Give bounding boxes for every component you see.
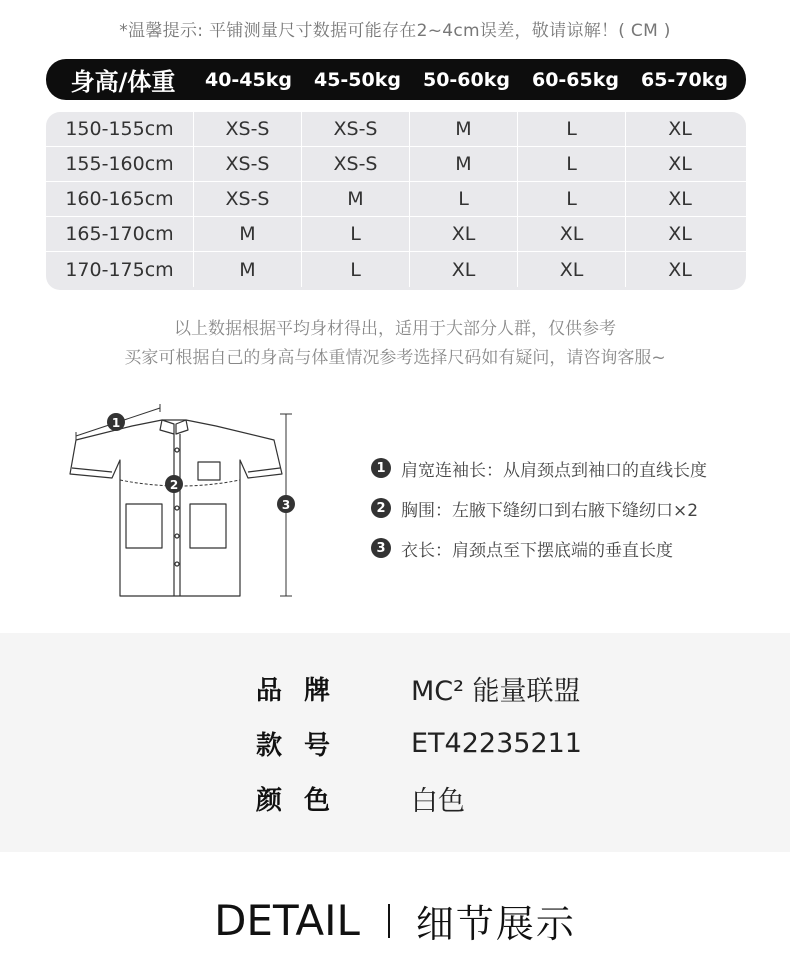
height-cell: 150-155cm [46, 112, 194, 146]
number-badge: 3 [371, 538, 391, 558]
list-item [371, 528, 707, 568]
size-cell: XS-S [194, 147, 302, 181]
height-cell: 160-165cm [46, 182, 194, 216]
size-cell: M [302, 182, 410, 216]
size-cell: XL [668, 118, 692, 140]
size-cell: XL [410, 252, 518, 287]
garment-diagram [62, 400, 312, 605]
detail-title-en: DETAIL [214, 896, 360, 945]
height-cell: 155-160cm [46, 147, 194, 181]
table-row [46, 147, 746, 182]
size-cell: XS-S [302, 112, 410, 146]
size-cell: XL [668, 188, 692, 210]
size-cell: XL [668, 258, 692, 281]
size-cell: XL [518, 252, 626, 287]
header-weight-3: 50-60kg [422, 68, 510, 91]
style-value: ET42235211 [411, 727, 582, 759]
info-row-brand [256, 668, 581, 708]
svg-text:2: 2 [169, 478, 179, 492]
coat-collar [160, 420, 188, 434]
table-row [46, 217, 746, 252]
size-cell: M [410, 112, 518, 146]
size-cell: XL [668, 153, 692, 175]
table-row [46, 182, 746, 217]
size-table-header [46, 59, 746, 100]
detail-divider [388, 904, 390, 938]
color-value: 白色 [411, 785, 465, 817]
size-cell: L [518, 112, 626, 146]
size-table [46, 112, 746, 290]
style-label: 款号 [256, 730, 353, 761]
size-cell: L [518, 182, 626, 216]
height-cell: 170-175cm [46, 252, 194, 287]
color-label: 颜色 [256, 785, 353, 816]
number-badge: 1 [371, 458, 391, 478]
size-cell: XS-S [194, 112, 302, 146]
size-note-2: 买家可根据自己的身高与体重情况参考选择尺码如有疑问，请咨询客服~ [124, 348, 666, 368]
header-weight-1: 40-45kg [204, 68, 292, 91]
measurement-notice: *温馨提示: 平铺测量尺寸数据可能存在2~4cm误差，敬请谅解！( CM ) [119, 21, 671, 41]
size-cell: M [194, 252, 302, 287]
size-cell: M [194, 217, 302, 251]
product-info [0, 633, 790, 852]
size-cell: XS-S [194, 182, 302, 216]
measurement-text: 衣长：肩颈点至下摆底端的垂直长度 [401, 540, 673, 561]
size-cell: XL [518, 217, 626, 251]
header-height-weight: 身高/体重 [70, 68, 176, 96]
header-weight-4: 60-65kg [531, 68, 619, 91]
measurement-text: 肩宽连袖长：从肩颈点到袖口的直线长度 [401, 460, 707, 481]
svg-text:1: 1 [111, 416, 121, 430]
size-note-1: 以上数据根据平均身材得出，适用于大部分人群，仅供参考 [174, 319, 616, 339]
size-cell: L [302, 217, 410, 251]
header-weight-5: 65-70kg [640, 68, 728, 91]
detail-title-cn: 细节展示 [415, 902, 576, 946]
list-item [371, 488, 707, 528]
number-badge: 2 [371, 498, 391, 518]
size-cell: L [302, 252, 410, 287]
measurement-text: 胸围：左腋下缝纫口到右腋下缝纫口×2 [401, 500, 699, 521]
table-row [46, 252, 746, 287]
size-cell: M [410, 147, 518, 181]
size-cell: XL [668, 223, 692, 245]
size-cell: L [410, 182, 518, 216]
measurement-legend [371, 448, 707, 568]
brand-value: MC² 能量联盟 [411, 675, 581, 707]
size-cell: XL [410, 217, 518, 251]
svg-text:3: 3 [281, 498, 291, 512]
height-cell: 165-170cm [46, 217, 194, 251]
info-row-color [256, 778, 465, 818]
coat-outline [70, 420, 282, 596]
table-row [46, 112, 746, 147]
size-cell: L [518, 147, 626, 181]
header-weight-2: 45-50kg [313, 68, 401, 91]
brand-label: 品牌 [256, 675, 353, 706]
size-cell: XS-S [302, 147, 410, 181]
detail-heading [0, 893, 790, 948]
info-row-style [256, 723, 582, 763]
list-item [371, 448, 707, 488]
